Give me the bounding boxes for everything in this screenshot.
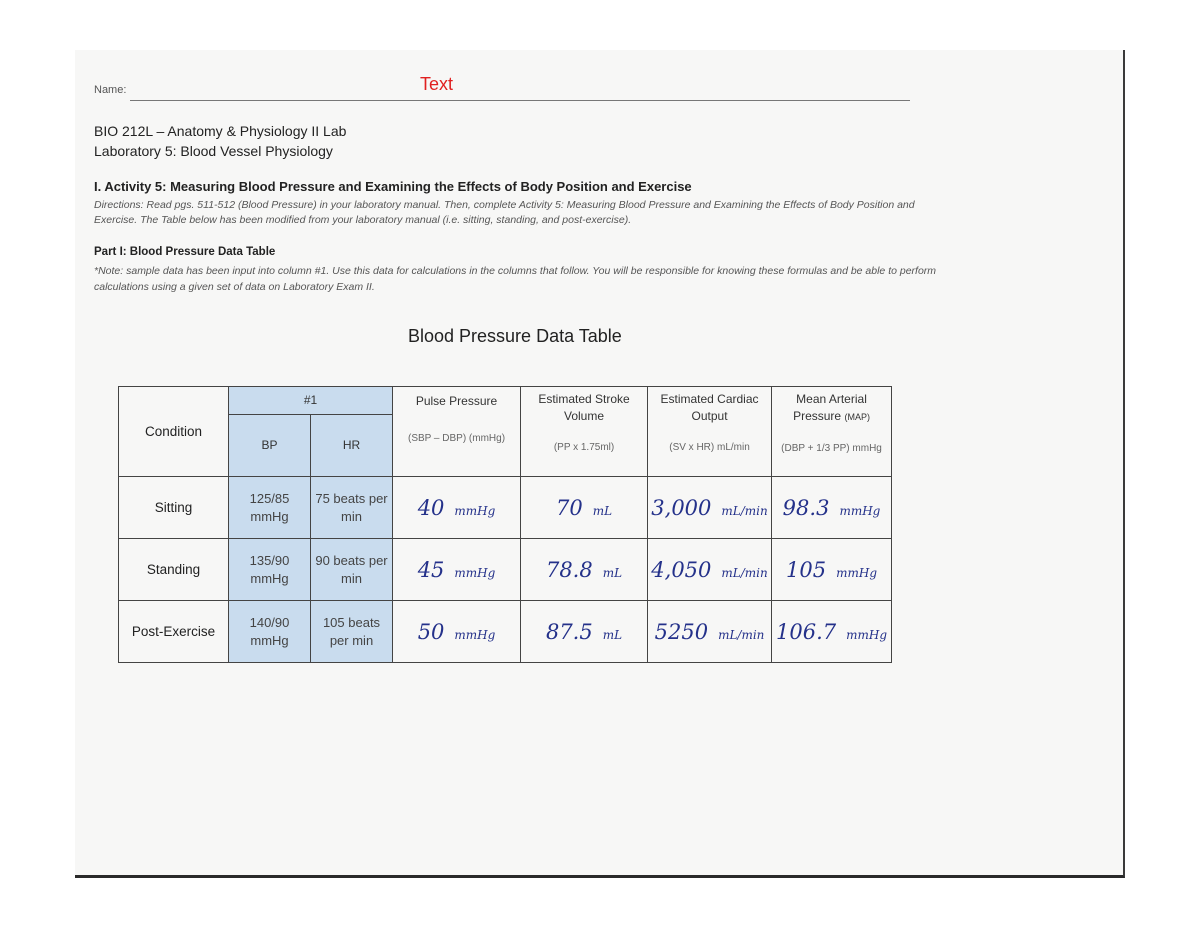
cardiac-output-formula: (SV x HR) mL/min <box>669 442 750 453</box>
cardiac-output-cell: 3,000 mL/min <box>648 477 772 539</box>
lab-title: Laboratory 5: Blood Vessel Physiology <box>94 143 333 159</box>
header-group-1: #1 <box>229 387 393 415</box>
pulse-pressure-label: Pulse Pressure <box>415 394 498 408</box>
map-cell: 105 mmHg <box>772 539 892 601</box>
bp-cell: 135/90 mmHg <box>229 539 311 601</box>
bp-cell: 125/85 mmHg <box>229 477 311 539</box>
pulse-pressure-cell: 40 mmHg <box>393 477 521 539</box>
stroke-volume-cell: 87.5 mL <box>521 601 648 663</box>
name-label: Name: <box>94 84 127 96</box>
activity-directions: Directions: Read pgs. 511-512 (Blood Pressure) in your laboratory manual. Then, complete Activity 5: Measuring Blood Pressure and Examining the Effects of Body Position and Exercise. The Table below has been modified from your laboratory manual (i.e. sitting, standing, and post-exercise). <box>94 199 915 226</box>
part-title: Part I: Blood Pressure Data Table <box>94 246 276 258</box>
activity-title: I. Activity 5: Measuring Blood Pressure and Examining the Effects of Body Position and Exercise <box>94 179 692 194</box>
hr-cell: 75 beats per min <box>311 477 393 539</box>
table-row <box>119 477 892 539</box>
map-cell: 106.7 mmHg <box>772 601 892 663</box>
header-map <box>772 387 892 477</box>
hr-cell: 105 beats per min <box>311 601 393 663</box>
header-pulse-pressure <box>393 387 521 477</box>
table-row <box>119 539 892 601</box>
course-title: BIO 212L – Anatomy & Physiology II Lab <box>94 123 347 139</box>
name-field-line <box>130 100 910 101</box>
stroke-volume-label: Estimated Stroke Volume <box>538 392 630 423</box>
overlay-text: Text <box>420 74 454 94</box>
table-row <box>119 601 892 663</box>
stroke-volume-cell: 70 mL <box>521 477 648 539</box>
condition-cell: Sitting <box>119 477 229 539</box>
cardiac-output-label: Estimated Cardiac Output <box>660 392 759 423</box>
stroke-volume-cell: 78.8 mL <box>521 539 648 601</box>
pulse-pressure-formula: (SBP – DBP) (mmHg) <box>407 433 506 444</box>
header-stroke-volume <box>521 387 648 477</box>
condition-cell: Standing <box>119 539 229 601</box>
header-condition: Condition <box>119 387 229 477</box>
course-heading <box>94 121 346 161</box>
pulse-pressure-cell: 50 mmHg <box>393 601 521 663</box>
condition-cell: Post-Exercise <box>119 601 229 663</box>
map-formula: (DBP + 1/3 PP) mmHg <box>781 443 882 454</box>
cardiac-output-cell: 5250 mL/min <box>648 601 772 663</box>
part-note: *Note: sample data has been input into column #1. Use this data for calculations in the columns that follow. You will be responsible for knowing these formulas and be able to perform calculations using a given set of data on Laboratory Exam II. <box>94 265 937 293</box>
pulse-pressure-cell: 45 mmHg <box>393 539 521 601</box>
hr-cell: 90 beats per min <box>311 539 393 601</box>
table-title: Blood Pressure Data Table <box>408 326 622 346</box>
header-bp: BP <box>229 415 311 477</box>
bp-cell: 140/90 mmHg <box>229 601 311 663</box>
stroke-volume-formula: (PP x 1.75ml) <box>553 442 615 453</box>
blood-pressure-table <box>118 386 892 663</box>
cardiac-output-cell: 4,050 mL/min <box>648 539 772 601</box>
header-hr: HR <box>311 415 393 477</box>
map-cell: 98.3 mmHg <box>772 477 892 539</box>
map-label: Mean Arterial Pressure (MAP) <box>793 392 870 423</box>
header-cardiac-output <box>648 387 772 477</box>
